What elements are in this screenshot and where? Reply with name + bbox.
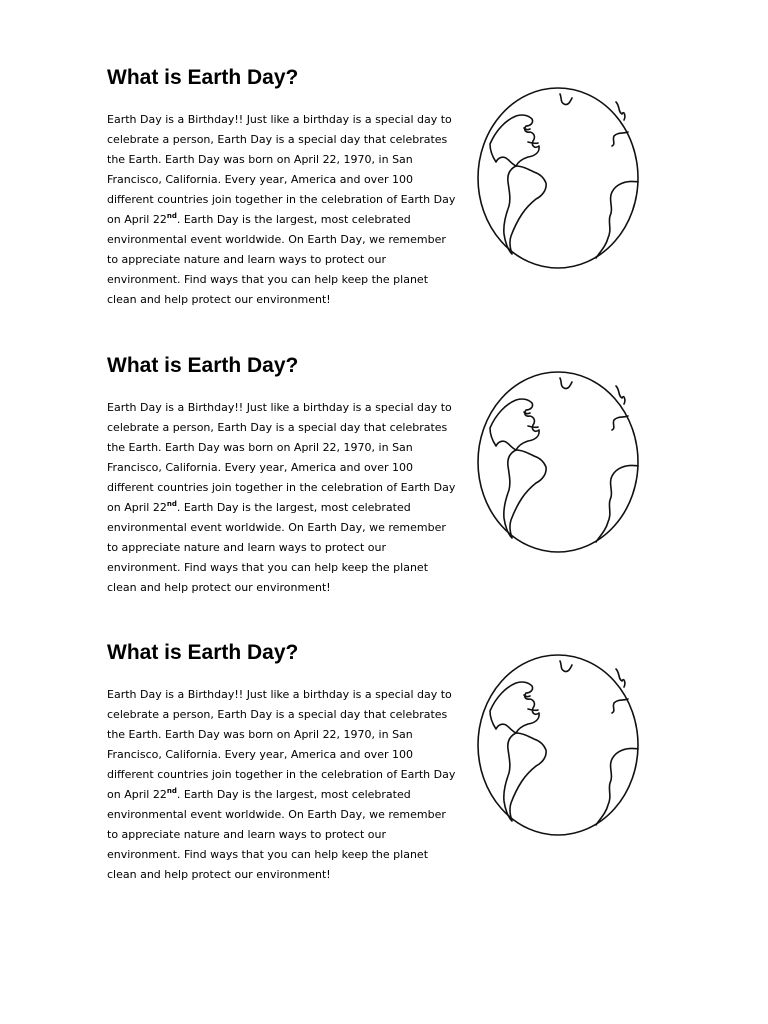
paragraph-line: environment. Find ways that you can help keep the planet [107,561,429,574]
paragraph-line: environmental event worldwide. On Earth Day, we remember [107,233,446,246]
paragraph-line: the Earth. Earth Day was born on April 22, 1970, in San [107,728,413,741]
date-line-rest: . Earth Day is the largest, most celebrated [176,788,411,801]
paragraph-line: Earth Day is a Birthday!! Just like a birthday is a special day to [107,401,452,414]
paragraph-line: celebrate a person, Earth Day is a special day that celebrates [107,133,448,146]
paragraph-line: Earth Day is a Birthday!! Just like a birthday is a special day to [107,688,452,701]
earth-day-section-3 [0,640,768,920]
date-line-rest: . Earth Day is the largest, most celebrated [176,213,411,226]
paragraph-line: environment. Find ways that you can help keep the planet [107,848,429,861]
paragraph-line: different countries join together in the celebration of Earth Day [107,481,456,494]
paragraph-line: Francisco, California. Every year, America and over 100 [107,461,413,474]
paragraph-line: the Earth. Earth Day was born on April 22, 1970, in San [107,441,413,454]
paragraph-line: clean and help protect our environment! [107,868,331,881]
paragraph-line: clean and help protect our environment! [107,293,331,306]
paragraph-line: to appreciate nature and learn ways to protect our [107,828,386,841]
date-text: on April 22 [107,213,167,226]
globe-outline-icon [476,370,640,554]
paragraph-line: celebrate a person, Earth Day is a special day that celebrates [107,421,448,434]
paragraph-line-date [107,210,467,230]
section-heading: What is Earth Day? [107,641,299,664]
section-heading: What is Earth Day? [107,66,299,89]
paragraph-line: clean and help protect our environment! [107,581,331,594]
paragraph-line: environmental event worldwide. On Earth Day, we remember [107,808,446,821]
paragraph-line: Francisco, California. Every year, America and over 100 [107,173,413,186]
paragraph-line: different countries join together in the celebration of Earth Day [107,193,456,206]
date-line-rest: . Earth Day is the largest, most celebrated [176,501,411,514]
paragraph-line: the Earth. Earth Day was born on April 22, 1970, in San [107,153,413,166]
ordinal-suffix: nd [166,500,177,508]
paragraph-line: environment. Find ways that you can help keep the planet [107,273,429,286]
paragraph-line: to appreciate nature and learn ways to protect our [107,541,386,554]
paragraph-line-date [107,785,467,805]
paragraph-line: different countries join together in the celebration of Earth Day [107,768,456,781]
paragraph-line: environmental event worldwide. On Earth Day, we remember [107,521,446,534]
ordinal-suffix: nd [166,212,177,220]
earth-day-section-1 [0,65,768,345]
paragraph-line: celebrate a person, Earth Day is a special day that celebrates [107,708,448,721]
globe-outline-icon [476,86,640,270]
earth-day-section-2 [0,353,768,633]
paragraph-line-date [107,498,467,518]
paragraph-line: Francisco, California. Every year, America and over 100 [107,748,413,761]
section-paragraph [107,685,467,885]
paragraph-line: Earth Day is a Birthday!! Just like a birthday is a special day to [107,113,452,126]
section-paragraph [107,398,467,598]
globe-outline-icon [476,653,640,837]
paragraph-line: to appreciate nature and learn ways to protect our [107,253,386,266]
ordinal-suffix: nd [166,787,177,795]
date-text: on April 22 [107,501,167,514]
section-heading: What is Earth Day? [107,354,299,377]
date-text: on April 22 [107,788,167,801]
section-paragraph [107,110,467,310]
